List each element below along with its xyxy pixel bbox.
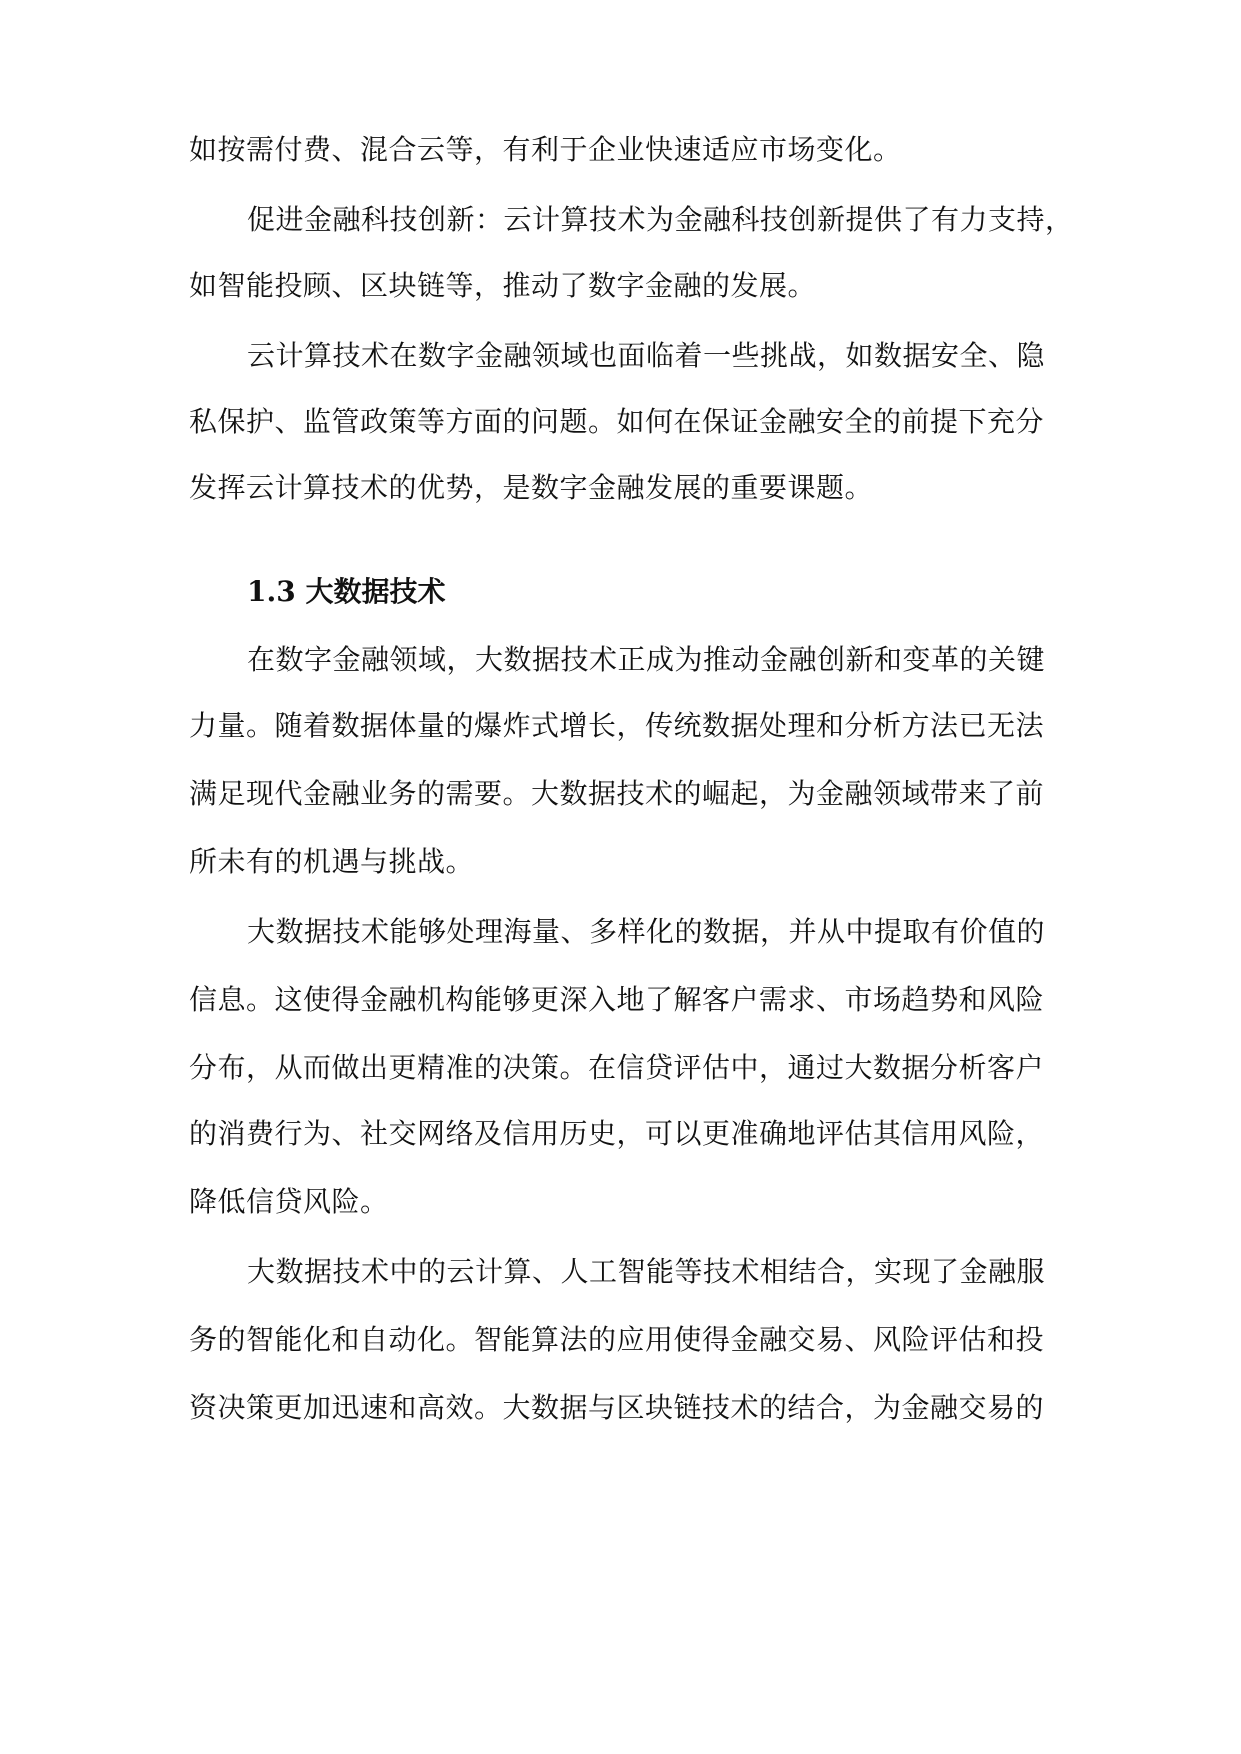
paragraph-line: 所未有的机遇与挑战。 xyxy=(189,845,475,878)
paragraph-line: 满足现代金融业务的需要。大数据技术的崛起，为金融领域带来了前 xyxy=(189,777,1045,810)
paragraph-line: 大数据技术中的云计算、人工智能等技术相结合，实现了金融服 xyxy=(247,1255,1046,1288)
paragraph-line: 私保护、监管政策等方面的问题。如何在保证金融安全的前提下充分 xyxy=(189,405,1045,438)
paragraph-line: 如按需付费、混合云等，有利于企业快速适应市场变化。 xyxy=(189,133,902,166)
paragraph-line: 云计算技术在数字金融领域也面临着一些挑战，如数据安全、隐 xyxy=(247,339,1046,372)
paragraph-line: 大数据技术能够处理海量、多样化的数据，并从中提取有价值的 xyxy=(247,915,1046,948)
paragraph-line: 如智能投顾、区块链等，推动了数字金融的发展。 xyxy=(189,269,817,302)
paragraph-line: 务的智能化和自动化。智能算法的应用使得金融交易、风险评估和投 xyxy=(189,1323,1045,1356)
paragraph-line: 在数字金融领域，大数据技术正成为推动金融创新和变革的关键 xyxy=(247,643,1046,676)
paragraph-line: 力量。随着数据体量的爆炸式增长，传统数据处理和分析方法已无法 xyxy=(189,709,1045,742)
paragraph-line: 发挥云计算技术的优势，是数字金融发展的重要课题。 xyxy=(189,471,874,504)
paragraph-line: 的消费行为、社交网络及信用历史，可以更准确地评估其信用风险， xyxy=(189,1117,1045,1150)
paragraph-line: 信息。这使得金融机构能够更深入地了解客户需求、市场趋势和风险 xyxy=(189,983,1045,1016)
paragraph-line: 促进金融科技创新：云计算技术为金融科技创新提供了有力支持， xyxy=(247,203,1074,236)
paragraph-line: 降低信贷风险。 xyxy=(189,1185,389,1218)
paragraph-line: 分布，从而做出更精准的决策。在信贷评估中，通过大数据分析客户 xyxy=(189,1051,1045,1084)
section-heading: 1.3 大数据技术 xyxy=(247,575,446,608)
paragraph-line: 资决策更加迅速和高效。大数据与区块链技术的结合，为金融交易的 xyxy=(189,1391,1045,1424)
